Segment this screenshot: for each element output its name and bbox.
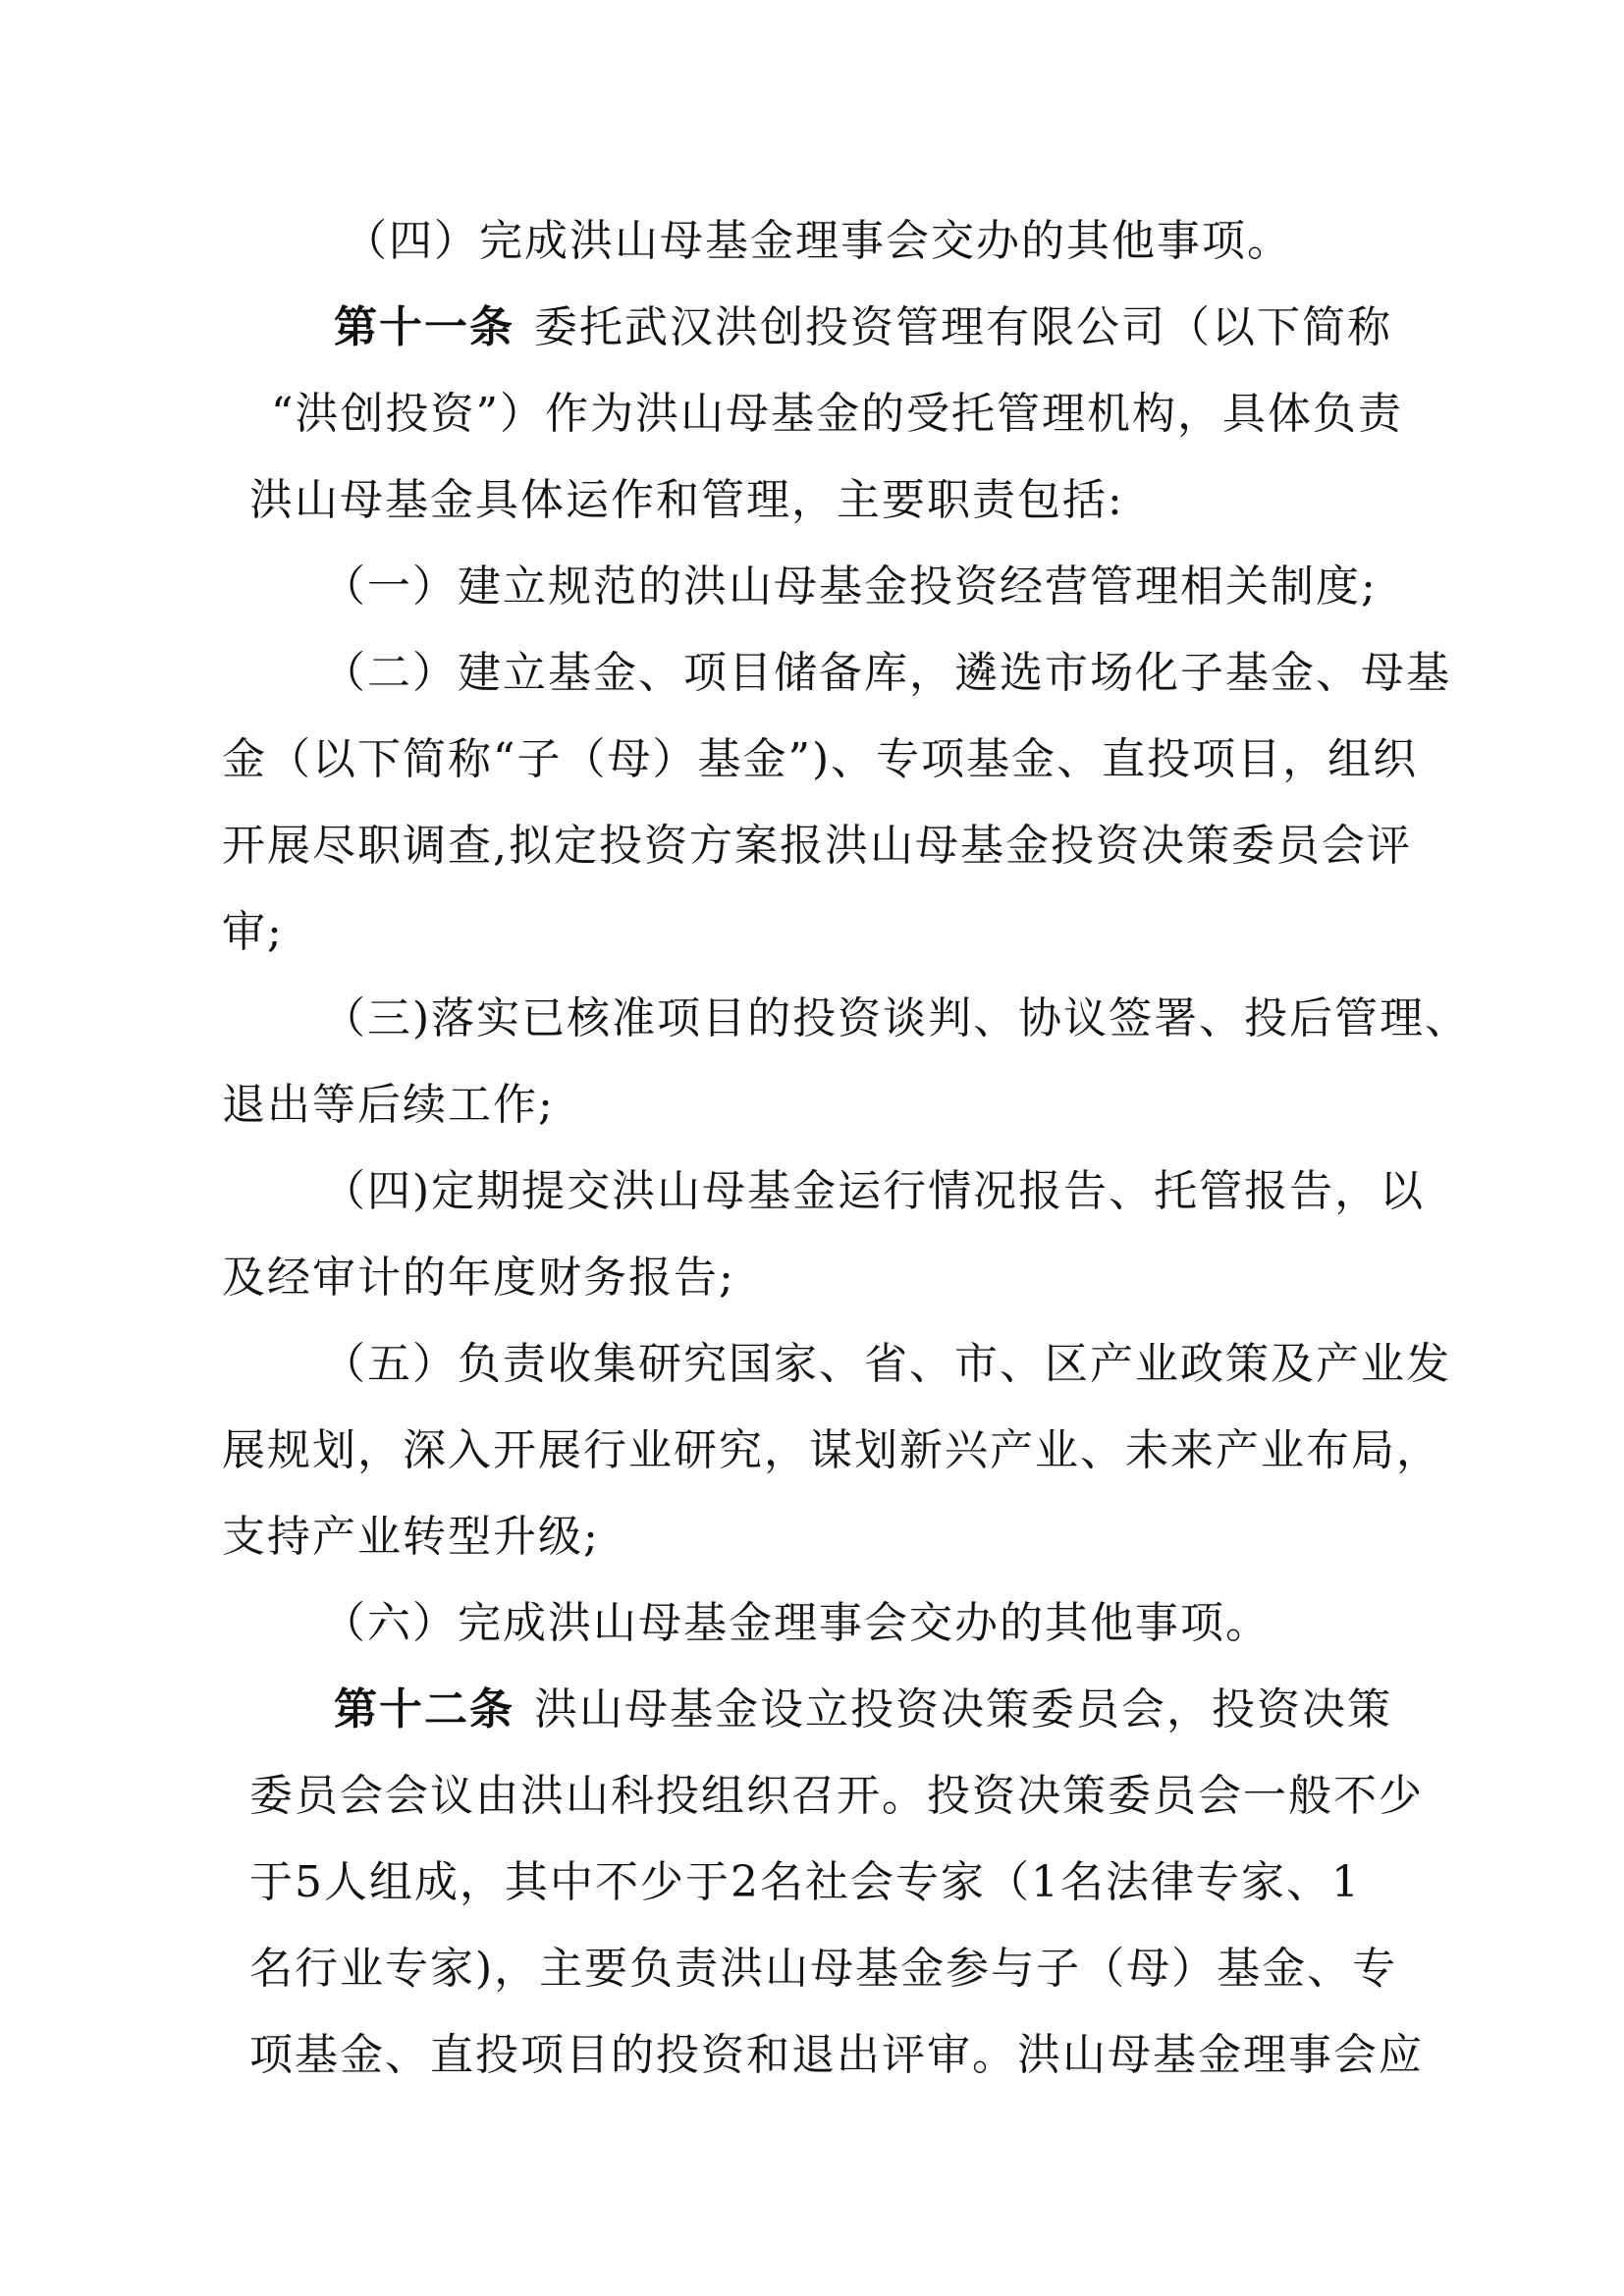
- art12-line: 名行业专家)，主要负责洪山母基金参与子（母）基金、专: [249, 1944, 1398, 1994]
- art12-line: 委员会会议由洪山科投组织召开。投资决策委员会一般不少: [249, 1771, 1424, 1821]
- art12-line1: 洪山母基金设立投资决策委员会，投资决策: [534, 1684, 1392, 1735]
- art11-item3-line: 退出等后续工作;: [222, 1080, 555, 1130]
- art11-item2-line: （二）建立基金、项目储备库，遴选市场化子基金、母基: [322, 648, 1451, 698]
- art12-heading: 第十二条: [334, 1684, 514, 1735]
- art11-item1: （一）建立规范的洪山母基金投资经营管理相关制度;: [322, 561, 1378, 612]
- art11-item5-line: （五）负责收集研究国家、省、市、区产业政策及产业发: [322, 1339, 1451, 1389]
- art11-item3-line: （三)落实已核准项目的投资谈判、协议签署、投后管理、: [322, 993, 1471, 1043]
- art11-item2-line: 金（以下简称“子（母）基金”)、专项基金、直投项目，组织: [222, 734, 1419, 784]
- art11-item6: （六）完成洪山母基金理事会交办的其他事项。: [322, 1598, 1271, 1648]
- art10-item4: （四）完成洪山母基金理事会交办的其他事项。: [344, 216, 1292, 266]
- art11-line3: 洪山母基金具体运作和管理，主要职责包括:: [249, 475, 1124, 525]
- art11-item4-line: 及经审计的年度财务报告;: [222, 1253, 735, 1303]
- art11-line2: “洪创投资”）作为洪山母基金的受托管理机构，具体负责: [271, 389, 1403, 439]
- art11-item4-line: （四)定期提交洪山母基金运行情况报告、托管报告，以: [322, 1166, 1426, 1216]
- art11-first-line: [334, 298, 1392, 357]
- art11-item5-line: 展规划，深入开展行业研究，谋划新兴产业、未来产业布局，: [222, 1425, 1441, 1475]
- art11-item2-line: 审;: [222, 907, 284, 957]
- art11-heading: 第十一条: [334, 302, 514, 352]
- art12-line: 于5人组成，其中不少于2名社会专家（1名法律专家、1: [249, 1857, 1361, 1907]
- art12-line: 项基金、直投项目的投资和退出评审。洪山母基金理事会应: [249, 2030, 1424, 2080]
- art11-line1: 委托武汉洪创投资管理有限公司（以下简称: [534, 302, 1392, 352]
- art12-first-line: [334, 1681, 1392, 1739]
- art11-item2-line: 开展尽职调查,拟定投资方案报洪山母基金投资决策委员会评: [222, 821, 1412, 871]
- art11-item5-line: 支持产业转型升级;: [222, 1512, 600, 1562]
